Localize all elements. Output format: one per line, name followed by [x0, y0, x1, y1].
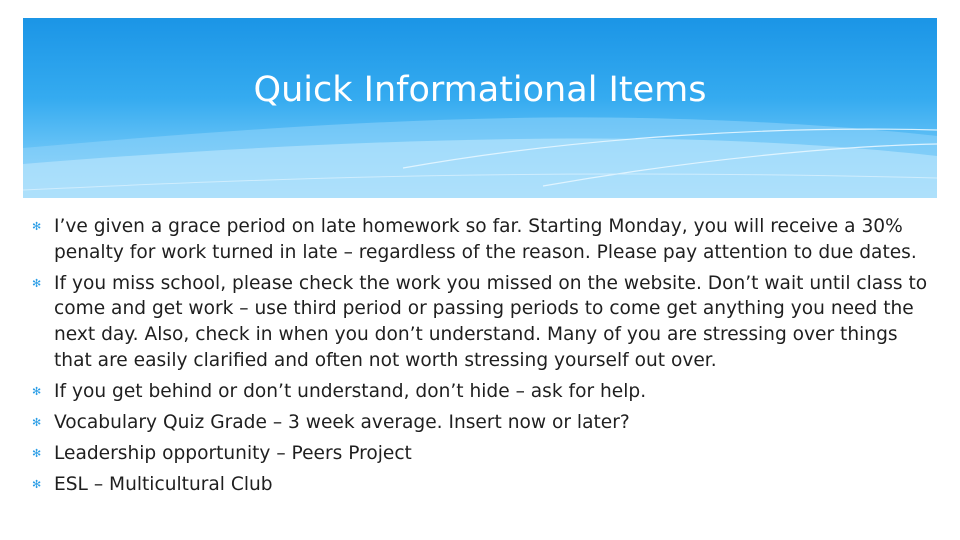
- list-item-text: If you get behind or don’t understand, don’t hide – ask for help.: [54, 380, 647, 402]
- slide-title: Quick Informational Items: [253, 70, 707, 110]
- asterisk-bullet-icon: ✻: [32, 478, 42, 492]
- list-item-text: Leadership opportunity – Peers Project: [54, 443, 412, 465]
- asterisk-bullet-icon: ✻: [32, 415, 42, 429]
- list-item: [32, 271, 932, 373]
- asterisk-bullet-icon: ✻: [32, 447, 42, 461]
- list-item-text: Vocabulary Quiz Grade – 3 week average. Insert now or later?: [54, 411, 630, 433]
- bullet-list-container: [32, 214, 932, 504]
- list-item: [32, 410, 932, 436]
- title-banner: [23, 18, 937, 198]
- asterisk-bullet-icon: ✻: [32, 276, 42, 290]
- asterisk-bullet-icon: ✻: [32, 384, 42, 398]
- list-item-text: I’ve given a grace period on late homework so far. Starting Monday, you will receive a 30% penalty for work turned in late – regardless of the reason. Please pay attention to due dates.: [54, 216, 917, 263]
- list-item: [32, 472, 932, 498]
- list-item: [32, 214, 932, 265]
- list-item-text: ESL – Multicultural Club: [54, 474, 273, 496]
- list-item: [32, 379, 932, 405]
- asterisk-bullet-icon: ✻: [32, 220, 42, 233]
- list-item-text: If you miss school, please check the work you missed on the website. Don’t wait until class to come and get work – use third period or passing periods to come get anything you need the next day. Also, check in when you don’t understand. Many of you are stressing over things that are easily clarified and often not worth stressing yourself out over.: [54, 272, 928, 371]
- bullet-list: [32, 214, 932, 498]
- list-item: [32, 441, 932, 467]
